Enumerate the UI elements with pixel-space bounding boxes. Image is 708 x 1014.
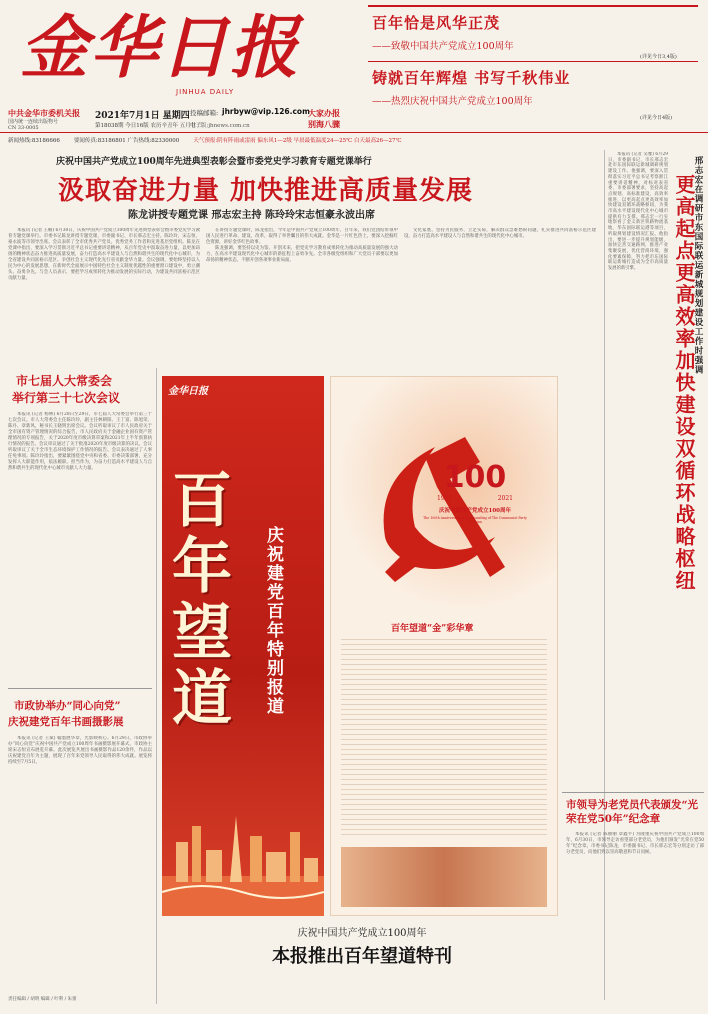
masthead-report-line: 电子版:jhnews.com.cn	[190, 123, 250, 129]
lead-body-text: 本报讯 (记者 王楠) 6月30日，庆祝中国共产党成立100周年先进典型表彰会暨市委党史学习教育专题党课举行。市委书记陈龙讲授专题党课，市委副书记、市长邢志宏主持。陈玲玲、宋志恒、豪永波等市领导出席。会议表彰了全市优秀共产党员、优秀党务工作者和先进基层党组织。陈龙在党课中指出，要深入学习贯彻习近平总书记重要讲话精神，从百年党史中汲取奋进力量，以更加昂扬的精神状态奋力推进高质量发展，奋力打造高水平建设人与自然和谐共生的现代化中心城市，为全省建设共同富裕示范区、争创社会主义现代化先行省贡献金华力量。会议强调，要始终坚持以人民为中心的发展思想，在新时代全面展示中国特色社会主义制度优越性的重要窗口建设中，勇立潮头、奋勇争先。与会人员表示，要把学习成果转化为推动发展的实际行动，为建设共同富裕示范区贡献力量。	[8, 228, 200, 281]
banner-headline-1: 百年恰是风华正茂	[372, 14, 501, 32]
center-body-1-text: 在讲授专题党课时，陈龙指出，今年是中国共产党成立100周年，百年来，我们党团结带领中国人民进行革命、建设、改革，取得了举世瞩目的伟大成就。金华是一片红色热土，要深入挖掘红色资源，讲好金华红色故事。	[206, 228, 398, 245]
special-vertical-label: 庆祝建党百年特别报道	[263, 526, 283, 716]
special-big-char-2: 年	[172, 532, 232, 602]
lead-headline: 汲取奋进力量 加快推进高质量发展	[58, 176, 474, 206]
right-headline: 更高起点更高效率加快建设双循环战略枢纽	[672, 174, 696, 592]
right-kicker: 邢志宏在调研市东国际联运新城规划建设工作时强调	[693, 156, 703, 375]
centenary-en: The 100th Anniversary of the Founding of The Communist Party of China	[423, 516, 527, 524]
special-page-mock	[330, 376, 558, 916]
page-footer: 责任编辑 / 胡明 编辑 / 叶利 / 朱蕾	[8, 997, 77, 1002]
left-column	[8, 370, 152, 1010]
centenary-year-end: 2021	[497, 495, 513, 502]
cityscape-tower-3	[206, 850, 222, 882]
special-poster	[162, 376, 324, 916]
banner-sub-2: ——热烈庆祝中国共产党成立100周年	[372, 96, 533, 107]
right-body-top-text: 本报讯 (记者 吴雅) 6月29日，市委副书记、市长邢志宏赴市东国际联运新城调研规划建设工作。他强调，要深入贯彻落实习近平总书记考察浙江重要讲话精神，对标对表省委、市委部署要求，坚持高起点规划、高标准建设、高效率推进，以更高起点更高效率加快建设双循环战略枢纽，为我市高水平建设现代化中心城市提供有力支撑。邢志宏一行实地察看了金义新区铁路物流基地、华东国际联运港等项目，听取规划建设情况汇报。他指出，要进一步提升规划能级，加快完善交通路网，推进产业集聚发展，优化营商环境，强化要素保障，努力把市东国际联运新城打造成为全市高质量发展的新引擎。	[608, 152, 668, 272]
masthead-title: 金华日报	[20, 8, 301, 88]
center-body-1	[206, 228, 398, 362]
cityscape-tower-6	[290, 832, 300, 882]
news-hotline: 新闻热线:83186666	[8, 138, 60, 144]
cityscape-tower-5	[266, 852, 286, 882]
masthead-pinyin: JINHUA DAILY	[176, 88, 235, 96]
npc-body	[8, 412, 152, 682]
centenary-logo	[423, 461, 527, 541]
ad-phone: 要闻传真:83186801 广告热线:82330000	[73, 138, 180, 144]
veterans-headline: 市领导为老党员代表颁发“光荣在党50年”纪念章	[566, 799, 699, 825]
lead-sub: 陈龙讲授专题党课 邢志宏主持 陈玲玲宋志恒豪永波出席	[128, 210, 375, 221]
weather-forecast: 天气预报:阴有阵雨或雷雨 偏东风1—2级 早晨最低温度24—25℃ 白天最高26—27℃	[193, 138, 402, 144]
banner-note-1: (详见今日3,4版)	[640, 54, 677, 60]
special-mini-title: 百年望道“金”彩华章	[391, 624, 474, 634]
left-col-rule	[8, 688, 152, 689]
cityscape-tower-1	[176, 842, 188, 882]
right-body-top	[608, 152, 668, 792]
special-big-char-3: 望	[172, 598, 232, 668]
veterans-article	[566, 798, 704, 1008]
center-body-2	[404, 228, 596, 362]
right-rule	[562, 792, 704, 793]
info-strip	[0, 134, 708, 146]
special-caption-1: 庆祝中国共产党成立100周年	[297, 928, 427, 939]
special-big-char-1: 百	[172, 466, 232, 536]
banner-sub-1: ——致敬中国共产党成立100周年	[372, 41, 514, 52]
masthead-slogan1: 大家办报	[308, 108, 340, 118]
lead-kicker: 庆祝中国共产党成立100周年先进典型表彰会暨市委党史学习教育专题党课举行	[56, 157, 372, 167]
masthead-slogan2: 别海八骤	[308, 119, 340, 129]
special-mini-body	[341, 639, 547, 839]
centenary-year-start: 1921	[437, 495, 453, 502]
cityscape-tower-2	[192, 826, 201, 882]
masthead-issue: 第18038期 今日16版 农历辛丑年 五月廿二	[95, 123, 202, 129]
centenary-number: 100	[443, 460, 507, 495]
banner-headline-2: 铸就百年辉煌 书写千秋伟业	[372, 69, 571, 87]
masthead-email-label: 投稿邮箱:	[190, 109, 219, 117]
npc-headline-2: 举行第三十七次会议	[12, 391, 121, 405]
cppcc-body	[8, 736, 152, 988]
banner-note-2: (详见今日4版)	[640, 115, 673, 121]
masthead-code: 国内统一连续出版物号	[8, 119, 59, 125]
npc-headline-1: 市七届人大常委会	[16, 374, 113, 388]
banner-top-rule	[368, 5, 698, 7]
npc-body-text: 本报讯 (记者 杨林) 6月28日至29日，市七届人大常委会举行第三十七次会议。市人大常委会主任陈玲玲，副主任林朝阳、王丁富、陈旭荣、陈丹、章新风，秘书长王晓明出席会议。会议听取审议了市人民政府关于全市国有资产管理情况的综合报告，市人民政府关于金融企业国有资产管理情况的专项报告，关于2020年度市级决算草案和2021年上半年预算执行情况的报告。会议审议通过了关于批准2020年度市级决算的决议。会议听取审议了关于全市生态环境保护工作情况的报告。会议表决通过了人事任免事项。陈玲玲指出，要紧紧围绕党中央和省委、市委决策部署，充分发挥人大职能作用，依法履职、担当作为，为奋力打造高水平建设人与自然和谐共生的现代化中心城市贡献人大力量。	[8, 412, 152, 471]
cityscape-illustration	[162, 796, 324, 916]
special-feature	[162, 376, 562, 976]
party-emblem-area	[331, 377, 557, 607]
veterans-body	[566, 832, 704, 1006]
cppcc-headline-1: 市政协举办“同心向党”	[14, 700, 121, 712]
lead-body	[8, 228, 200, 362]
centenary-text: 庆祝中国共产党成立100周年	[439, 508, 511, 514]
cityscape-tower-4	[250, 836, 262, 882]
masthead-email: jhrbyw@vip.126.com	[222, 107, 310, 116]
masthead-cn: CN 33-0005	[8, 125, 39, 131]
cityscape-pagoda	[230, 816, 242, 882]
special-photo-strip	[341, 847, 547, 907]
masthead	[0, 0, 708, 144]
center-body-2-text: 陈龙强调，要坚持以史为鉴、开创未来，把党史学习教育成果转化为推动高质量发展的强大动力，在高水平建设现代化中心城市的新征程上奋勇争先。全市各级党组织和广大党员干部要以更加昂扬的精神状态，不断开创各项事业新局面。	[206, 246, 398, 263]
special-big-title	[172, 468, 250, 732]
left-col-divider	[156, 368, 157, 1004]
masthead-date: 2021年7月1日 星期四	[95, 111, 190, 121]
cityscape-tower-7	[304, 858, 318, 882]
cppcc-body-text: 本报讯 (记者 王斌) 翰墨展华章，光影映初心。6月29日，市政协举办“同心向党”庆祝中国共产党成立100周年书画摄影展开幕式，市政协主席宋志恒宣布展览开幕。此次展览共展出书画摄影作品120余件，作品以庆祝建党百年为主题，展现了百年来党领导人民取得的伟大成就。展览将持续至7月5日。	[8, 736, 152, 765]
masthead-sponsor: 中共金华市委机关报	[8, 108, 80, 118]
center-body-3-text: 文化家底，坚持为民服务，立足实际，解决群众急难愁盼问题，扎实推进共同富裕示范区建设，奋力打造高水平建设人与自然和谐共生的现代化中心城市。	[404, 228, 596, 239]
info-strip-rule	[0, 132, 708, 133]
special-big-char-4: 道	[172, 664, 232, 734]
banner-mid-rule	[368, 61, 698, 62]
veterans-body-text: 本报讯 (记者 陈丽丽 章鑫平) 为隆重庆祝中国共产党成立100周年，6月30日，市领导走访看望部分老党员，为他们颁发“光荣在党50年”纪念章。市委书记陈龙，市委副书记、市长邢志宏等分别走访了部分老党员，向他们致以崇高敬意和节日问候。	[566, 832, 704, 855]
special-caption-2: 本报推出百年望道特刊	[272, 946, 452, 967]
cppcc-headline-2: 庆祝建党百年书画摄影展	[8, 716, 124, 728]
centenary-years	[423, 495, 527, 502]
special-mini-logo: 金华日报	[168, 386, 208, 397]
